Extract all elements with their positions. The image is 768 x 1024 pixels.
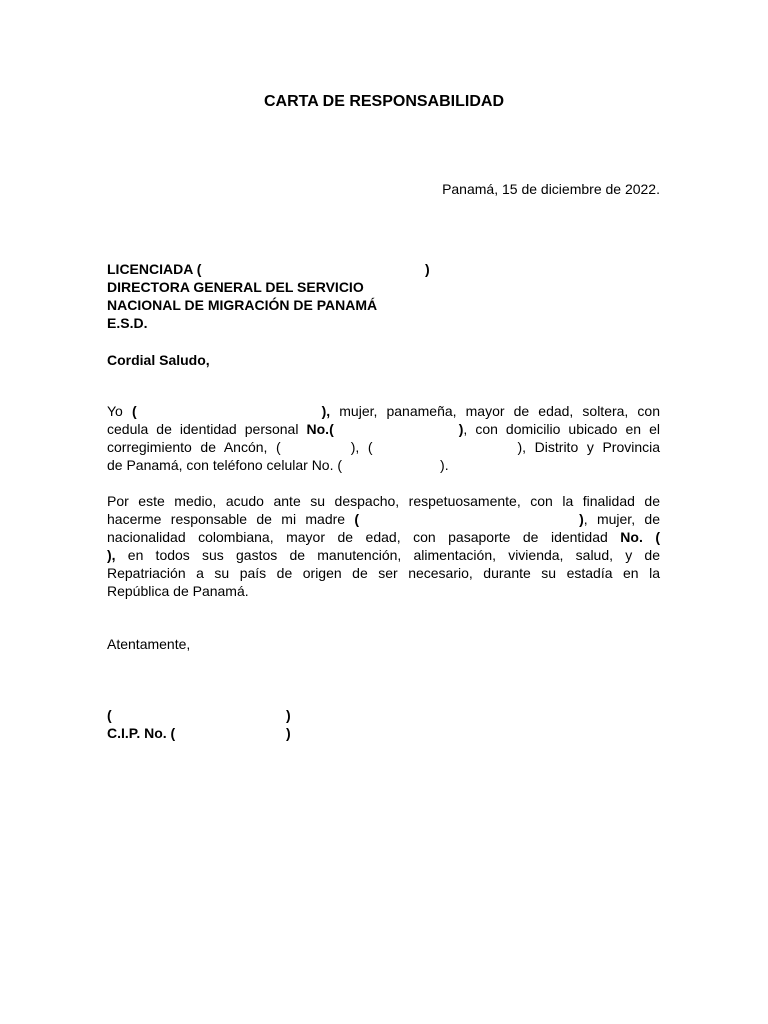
signature-cip: C.I.P. No. ( [107,725,176,741]
paragraph-2-line-5 [107,564,660,582]
blank-open: ( [354,511,360,527]
signature-name-close: ) [286,707,291,723]
p2-text: , mujer, de [583,511,660,527]
blank-close: ) [458,421,464,437]
paragraph-2-line-3 [107,528,660,546]
p1-text: cedula de identidad personal [107,421,299,437]
p1-text: ), ( [350,439,373,455]
p2-text: Por este medio, acudo ante su despacho, respetuosamente, con la finalidad de [107,493,660,509]
recipient-line-1: LICENCIADA ( [107,261,202,277]
paragraph-1-line-2 [107,420,660,438]
p1-text: , con domicilio ubicado en el [463,421,661,437]
paragraph-2-line-1 [107,492,660,510]
date-line: Panamá, 15 de diciembre de 2022. [442,181,660,197]
blank-open: ( [131,403,137,419]
p2-text: Repatriación a su país de origen de ser necesario, durante su estadía en la [107,565,660,581]
paragraph-2-line-6: República de Panamá. [107,583,249,599]
p1-text: Yo [107,403,123,419]
letter-title: CARTA DE RESPONSABILIDAD [263,93,504,110]
recipient-line-3: NACIONAL DE MIGRACIÓN DE PANAMÁ [107,297,378,313]
passport-number-label: No. ( [620,529,661,545]
paragraph-2-line-2 [107,510,660,528]
p1-text: de Panamá, con teléfono celular No. ( [107,457,343,473]
recipient-line-2: DIRECTORA GENERAL DEL SERVICIO [107,279,364,295]
p1-text: ). [440,457,449,473]
p1-text: mujer, panameña, mayor de edad, soltera, con [339,403,660,419]
paragraph-1-line-1 [107,402,660,420]
signature-cip-close: ) [286,725,291,741]
closing: Atentamente, [107,636,191,652]
paragraph-2-line-4 [107,546,660,564]
blank-close: ), [107,547,116,563]
p1-text: corregimiento de Ancón, ( [107,439,281,455]
greeting: Cordial Saludo, [107,352,210,368]
p2-text: en todos sus gastos de manutención, alimentación, vivienda, salud, y de [127,547,661,563]
p1-text: ), Distrito y Provincia [517,439,661,455]
paragraph-1-line-3 [107,438,660,456]
p2-text: nacionalidad colombiana, mayor de edad, con pasaporte de identidad [107,529,608,545]
paragraph-1-line-4 [107,456,449,474]
blank-close: ), [321,403,331,419]
id-number-label: No.( [306,421,334,437]
blank-close: ) [579,511,584,527]
signature-name-open: ( [107,707,112,723]
recipient-line-1-close: ) [425,261,430,277]
p2-text: hacerme responsable de mi madre [107,511,346,527]
recipient-line-4: E.S.D. [107,315,148,331]
